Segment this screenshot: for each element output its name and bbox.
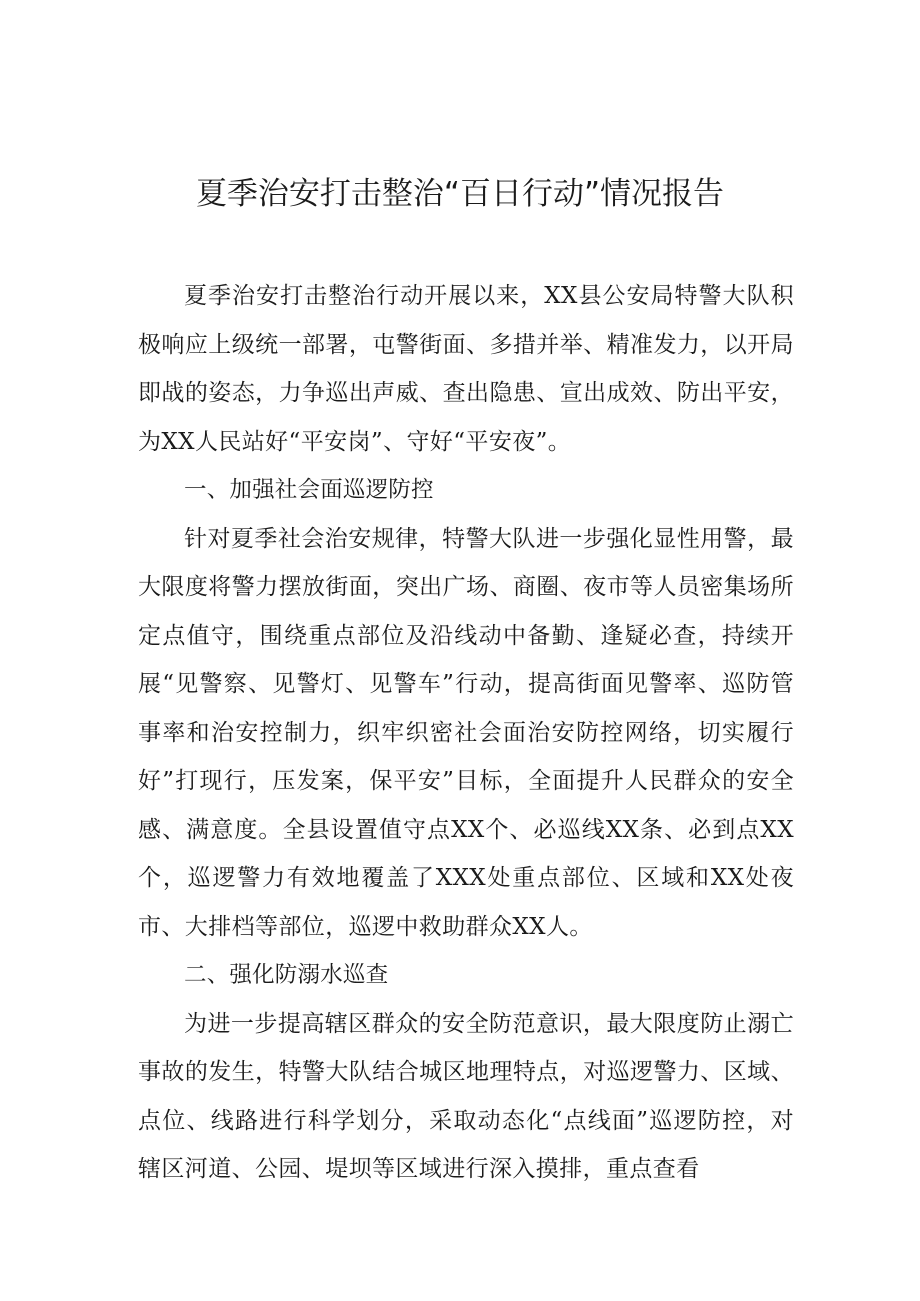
- document-body: [138, 272, 794, 1194]
- section-heading-2: 二、强化防溺水巡查: [184, 962, 389, 988]
- section-heading-1: 一、加强社会面巡逻防控: [184, 477, 434, 503]
- intro-paragraph: 夏季治安打击整治行动开展以来，XX县公安局特警大队积极响应上级统一部署，屯警街面、多措并举、精准发力，以开局即战的姿态，力争巡出声威、查出隐患、宣出成效、防出平安，为XX人民站好“平安岗”、守好“平安夜”。: [138, 283, 794, 455]
- section-paragraph-1: 针对夏季社会治安规律，特警大队进一步强化显性用警，最大限度将警力摆放街面，突出广场、商圈、夜市等人员密集场所定点值守，围绕重点部位及沿线动中备勤、逢疑必查，持续开展“见警察、见警灯、见警车”行动，提高街面见警率、巡防管事率和治安控制力，织牢织密社会面治安防控网络，切实履行好”打现行，压发案，保平安”目标，全面提升人民群众的安全感、满意度。全县设置值守点XX个、必巡线XX条、必到点XX个，巡逻警力有效地覆盖了XXX处重点部位、区域和XX处夜市、大排档等部位，巡逻中救助群众XX人。: [138, 525, 794, 940]
- document-title: 夏季治安打击整治“百日行动”情况报告: [195, 176, 725, 212]
- section-paragraph-2: 为进一步提高辖区群众的安全防范意识，最大限度防止溺亡事故的发生，特警大队结合城区地理特点，对巡逻警力、区域、点位、线路进行科学划分，采取动态化“点线面”巡逻防控，对辖区河道、公园、堤坝等区域进行深入摸排，重点查看: [138, 1010, 794, 1182]
